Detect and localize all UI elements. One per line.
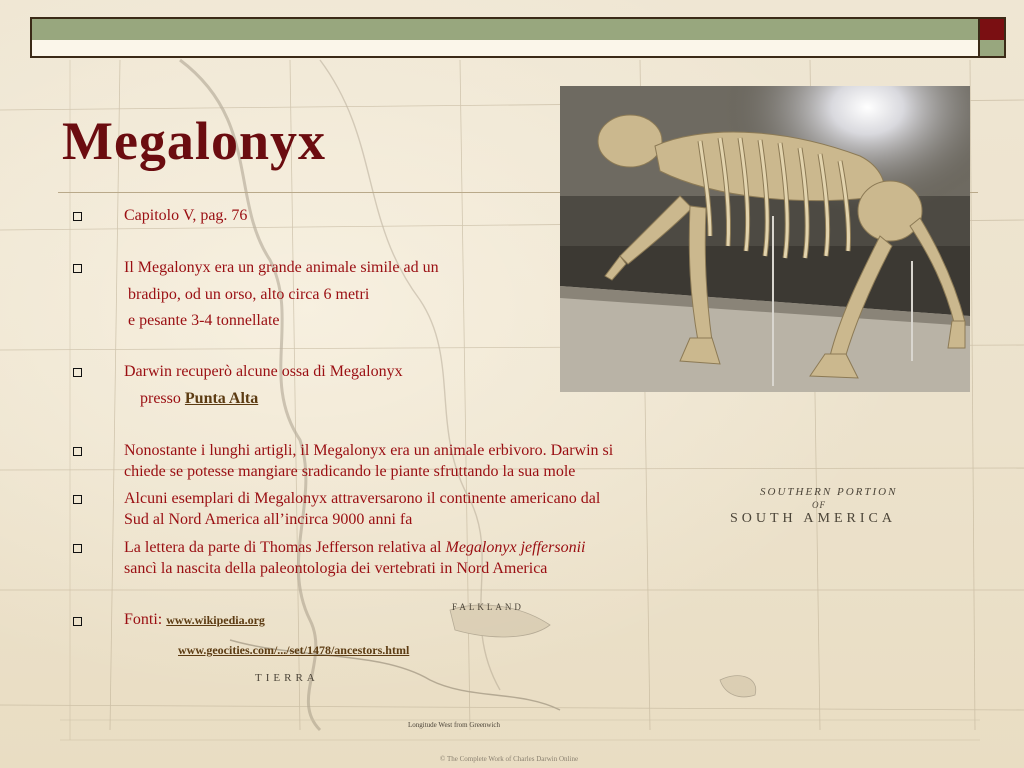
bullet-marker: [73, 544, 82, 553]
bullet-2-line-1: Il Megalonyx era un grande animale simile ad un: [124, 259, 439, 276]
bullet-6-species: Megalonyx jeffersonii: [445, 539, 586, 556]
map-footer-credit: © The Complete Work of Charles Darwin Online: [440, 755, 579, 763]
bullet-2-line-3: e pesante 3-4 tonnellate: [128, 312, 280, 329]
wikipedia-link[interactable]: www.wikipedia.org: [166, 613, 265, 627]
bullet-4-line-1: Nonostante i lunghi artigli, il Megalonyx era un animale erbivoro. Darwin si: [124, 442, 614, 459]
bullet-5-line-2: Sud al Nord America all’incirca 9000 anni fa: [124, 511, 413, 528]
bullet-6-line-2: sancì la nascita della paleontologia dei vertebrati in Nord America: [124, 560, 548, 577]
map-label-falkland: FALKLAND: [452, 602, 524, 612]
bullet-marker: [73, 617, 82, 626]
bullet-2-line-2: bradipo, od un orso, alto circa 6 metri: [128, 286, 370, 303]
punta-alta-link[interactable]: Punta Alta: [184, 390, 259, 407]
slide-title: Megalonyx: [62, 111, 326, 171]
bullet-marker: [73, 264, 82, 273]
bullet-3-line-1: Darwin recuperò alcune ossa di Megalonyx: [124, 363, 403, 380]
sources-label: Fonti:: [124, 611, 167, 628]
bullet-7-line-2: [178, 639, 409, 661]
bullet-6-prefix: La lettera da parte di Thomas Jefferson relativa al: [124, 539, 446, 556]
map-longitude-label: Longitude West from Greenwich: [408, 721, 501, 729]
bullet-4-line-2: chiede se potesse mangiare sradicando le piante sfruttando la sua mole: [124, 463, 576, 480]
bullet-marker: [73, 495, 82, 504]
map-heading-main: SOUTH AMERICA: [730, 511, 896, 526]
map-label-tierra: TIERRA: [255, 672, 319, 684]
bullet-6-line-1: [124, 537, 585, 559]
map-heading-of: OF: [812, 500, 826, 510]
bullet-marker: [73, 447, 82, 456]
bullet-3-line-2: [140, 388, 258, 410]
bullet-marker: [73, 212, 82, 221]
bullet-7-line-1: [124, 609, 265, 631]
bullet-marker: [73, 368, 82, 377]
bullet-5-line-1: Alcuni esemplari di Megalonyx attraversarono il continente americano dal: [124, 490, 601, 507]
geocities-link[interactable]: www.geocities.com/.../set/1478/ancestors.html: [178, 643, 410, 657]
bullet-1-line-1: Capitolo V, pag. 76: [124, 207, 248, 224]
map-heading-top: SOUTHERN PORTION: [760, 486, 898, 498]
bullet-3-prefix: presso: [140, 390, 185, 407]
